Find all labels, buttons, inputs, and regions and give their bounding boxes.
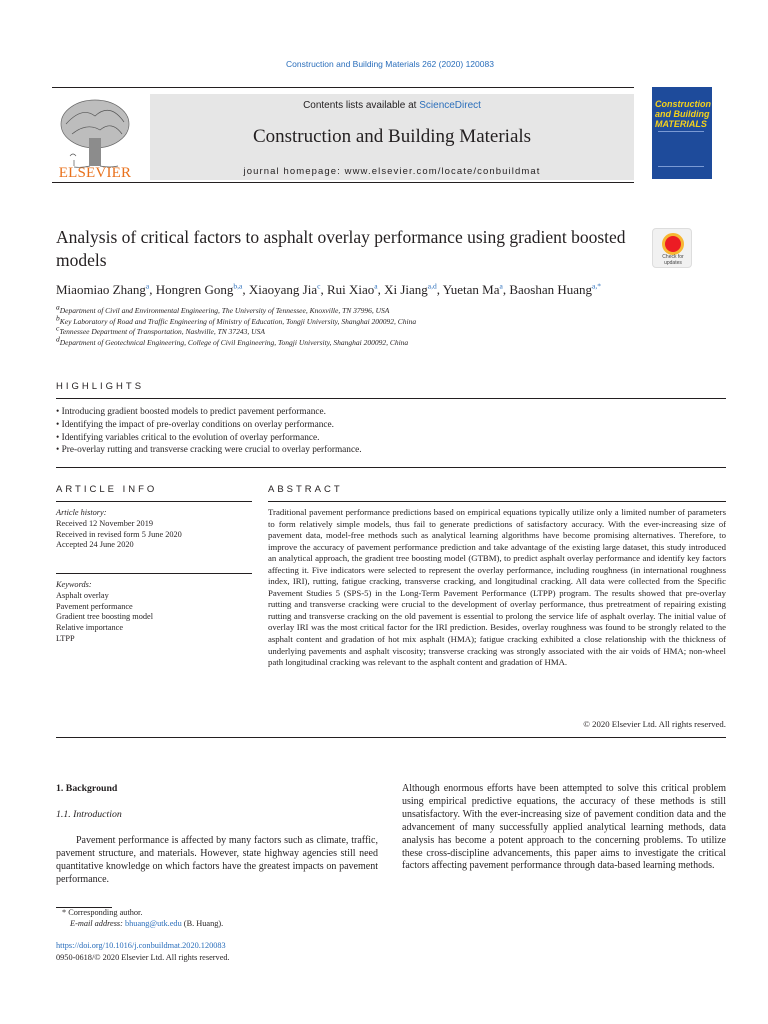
bullet-icon: • bbox=[56, 407, 62, 417]
footnotes bbox=[56, 907, 378, 929]
author-name[interactable]: Hongren Gong bbox=[155, 282, 234, 297]
abstract-heading: ABSTRACT bbox=[268, 484, 343, 495]
email-note bbox=[56, 918, 378, 929]
author-affiliation-marker[interactable]: a bbox=[499, 281, 503, 291]
highlights-list bbox=[56, 406, 726, 457]
crossmark-label: Check for updates bbox=[662, 254, 684, 266]
article-history-label: Article history: bbox=[56, 508, 107, 517]
cover-decoration bbox=[658, 131, 704, 167]
issn-line: 0950-0618/© 2020 Elsevier Ltd. All rights reserved. bbox=[56, 953, 230, 962]
check-for-updates-button[interactable] bbox=[652, 228, 692, 268]
bullet-icon: • bbox=[56, 432, 62, 443]
author-name[interactable]: Rui Xiao bbox=[326, 282, 375, 297]
keywords-label: Keywords: bbox=[56, 580, 92, 589]
affiliation-text: Tennessee Department of Transportation, Nashville, TN 37243, USA bbox=[59, 327, 265, 336]
doi-link[interactable]: https://doi.org/10.1016/j.conbuildmat.2020.120083 bbox=[56, 941, 226, 950]
cover-title: Construction and Building MATERIALS bbox=[655, 99, 711, 129]
corresponding-author-note: * Corresponding author. bbox=[62, 908, 143, 917]
affiliation-item bbox=[56, 313, 716, 328]
author-separator: , bbox=[377, 282, 385, 297]
divider bbox=[56, 398, 726, 399]
affiliation-marker: a bbox=[56, 302, 60, 312]
body-paragraph-left: Pavement performance is affected by many factors such as climate, traffic, pavement structure, and materials. However, state highway agencies still need quantitative knowledge on which factors have the greatest impacts on pavement performance. bbox=[56, 835, 378, 885]
author-name[interactable]: Yuetan Ma bbox=[442, 282, 500, 297]
keyword-item: Asphalt overlay bbox=[56, 590, 109, 600]
author-affiliation-marker[interactable]: b,a bbox=[233, 281, 243, 291]
divider bbox=[56, 501, 252, 502]
affiliation-marker: c bbox=[56, 323, 60, 333]
author-separator: , bbox=[436, 282, 443, 297]
article-history bbox=[56, 508, 252, 551]
affiliation-item bbox=[56, 323, 716, 338]
sciencedirect-link[interactable]: ScienceDirect bbox=[419, 100, 481, 111]
author-affiliation-marker[interactable]: c bbox=[317, 281, 321, 291]
affiliation-item bbox=[56, 302, 716, 317]
history-item: Received 12 November 2019 bbox=[56, 518, 153, 528]
contents-prefix: Contents lists available at bbox=[303, 100, 420, 111]
affiliation-text: Key Laboratory of Road and Traffic Engineering of Ministry of Education, Tongji University, Shanghai 200092, China bbox=[59, 316, 417, 326]
journal-cover-thumbnail bbox=[652, 87, 712, 179]
highlight-item bbox=[56, 444, 726, 457]
keyword-item: Relative importance bbox=[56, 623, 124, 633]
keyword-item: Gradient tree boosting model bbox=[56, 612, 154, 622]
journal-reference-link[interactable]: Construction and Building Materials 262 (2020) 120083 bbox=[286, 59, 494, 69]
body-paragraph-right: Although enormous efforts have been attempted to solve this critical problem using empirical predictive equations, the accuracy of these methods is still unsatisfactory. With the ever-increasing size of pavement condition data and the advancement of many successfully applied analytical learning methods, data analysis has become a potent approach to the concerning problems. To utilize these cross-discipline advancements, this paper aims to investigate the critical factors affecting pavement performance through data-based learning methods. bbox=[402, 783, 726, 872]
keyword-item: LTPP bbox=[56, 633, 75, 643]
author-name[interactable]: Baoshan Huang bbox=[509, 282, 593, 297]
author-affiliation-marker[interactable]: a bbox=[374, 281, 378, 291]
affiliation-item bbox=[56, 334, 716, 349]
contents-line bbox=[150, 100, 634, 111]
section-heading: 1. Background bbox=[56, 783, 118, 794]
article-title: Analysis of critical factors to asphalt overlay performance using gradient boosted models bbox=[56, 227, 626, 270]
author-affiliation-marker[interactable]: a,* bbox=[592, 281, 601, 291]
journal-homepage[interactable]: journal homepage: www.elsevier.com/locate/conbuildmat bbox=[243, 166, 541, 177]
author-separator: , bbox=[149, 282, 156, 297]
author-name[interactable]: Miaomiao Zhang bbox=[56, 282, 146, 297]
author-affiliation-marker[interactable]: a bbox=[145, 281, 150, 291]
affiliation-marker: b bbox=[56, 313, 60, 322]
highlight-text: Introducing gradient boosted models to predict pavement performance. bbox=[61, 407, 326, 417]
divider bbox=[56, 573, 252, 574]
history-item: Received in revised form 5 June 2020 bbox=[56, 529, 182, 539]
publisher-logo-text: ELSEVIER bbox=[58, 165, 132, 181]
affiliation-text: Department of Geotechnical Engineering, College of Civil Engineering, Tongji University, Shanghai 200092, China bbox=[59, 337, 409, 347]
crossmark-icon bbox=[662, 233, 684, 255]
author-name[interactable]: Xiaoyang Jia bbox=[248, 282, 318, 297]
author-separator: , bbox=[320, 282, 327, 297]
email-link[interactable]: bhuang@utk.edu bbox=[125, 919, 182, 928]
author-list bbox=[56, 282, 736, 298]
highlight-text: Identifying variables critical to the evolution of overlay performance. bbox=[61, 432, 320, 443]
affiliation-text: Department of Civil and Environmental Engineering, The University of Tennessee, Knoxville, TN 37996, USA bbox=[59, 306, 390, 315]
keywords bbox=[56, 580, 252, 645]
article-info-heading: ARTICLE INFO bbox=[56, 484, 158, 495]
divider bbox=[56, 737, 726, 738]
author-affiliation-marker[interactable]: a,d bbox=[427, 281, 437, 291]
divider bbox=[56, 467, 726, 468]
journal-masthead bbox=[52, 87, 634, 183]
highlights-heading: HIGHLIGHTS bbox=[56, 381, 145, 392]
author-separator: , bbox=[502, 282, 510, 297]
highlight-text: Identifying the impact of pre-overlay conditions on overlay performance. bbox=[61, 419, 334, 430]
highlight-text: Pre-overlay rutting and transverse cracking were crucial to overlay performance. bbox=[61, 445, 362, 456]
keyword-item: Pavement performance bbox=[56, 601, 133, 611]
subsection-heading: 1.1. Introduction bbox=[56, 809, 122, 820]
author-separator: , bbox=[242, 282, 249, 297]
abstract-copyright: © 2020 Elsevier Ltd. All rights reserved. bbox=[583, 719, 726, 729]
abstract-text: Traditional pavement performance predictions based on empirical equations typically utilize only a limited number of parameters to form relatively simple models, thus fail to generate predictions of satisfactory accuracy. With the ever-increasing size of pavement data, model-free methods such as analytical learning algorithms have become promising alternatives. Therefore, to improve the accuracy of pavement performance prediction and take advantage of the existing large dataset, this study introduced an analytical approach, the gradient tree boosting model (GTBM), to predict asphalt overlay performance and identify key factors affecting it. Five indicators were selected to represent the overlay performance, including roughness (in international roughness index, IRI), rutting, fatigue cracking, transverse cracking, and longitudinal cracking. All data were collected from the Specific Pavement Studies 5 (SPS-5) in the Long-Term Pavement Performance (LTPP) program. The results showed that pre-overlay rutting and transverse cracking were crucial to the development of overlay performance, thus pretreatment of repairing existing rutting and transverse cracking on the old pavement is essential to prolong the service life of asphalt overlay. The initial value of overlay IRI was the most critical factor for the IRI prediction. Besides, overlay roughness was found to be strongly related to the asphalt content and gradation of hot mix asphalt (HMA); fatigue cracking exhibited a close relationship with the thickness of underlying pavements and asphalt viscosity; transverse cracking was strongly associated with the air voids of HMA; non-wheel path longitudinal cracking was relevant to the asphalt content and gradation of HMA. bbox=[268, 507, 726, 668]
email-suffix: (B. Huang). bbox=[181, 919, 224, 928]
bullet-icon: • bbox=[56, 445, 62, 456]
history-item: Accepted 24 June 2020 bbox=[56, 540, 134, 550]
bullet-icon: • bbox=[56, 419, 62, 430]
highlight-item bbox=[56, 432, 726, 445]
affiliation-list bbox=[56, 302, 716, 348]
author-name[interactable]: Xi Jiang bbox=[384, 282, 428, 297]
email-label: E-mail address: bbox=[70, 919, 125, 928]
divider bbox=[268, 501, 726, 502]
affiliation-marker: d bbox=[56, 334, 60, 343]
highlight-item bbox=[56, 419, 726, 432]
journal-banner bbox=[150, 94, 634, 180]
highlight-item bbox=[56, 406, 726, 419]
journal-title: Construction and Building Materials bbox=[252, 126, 532, 147]
